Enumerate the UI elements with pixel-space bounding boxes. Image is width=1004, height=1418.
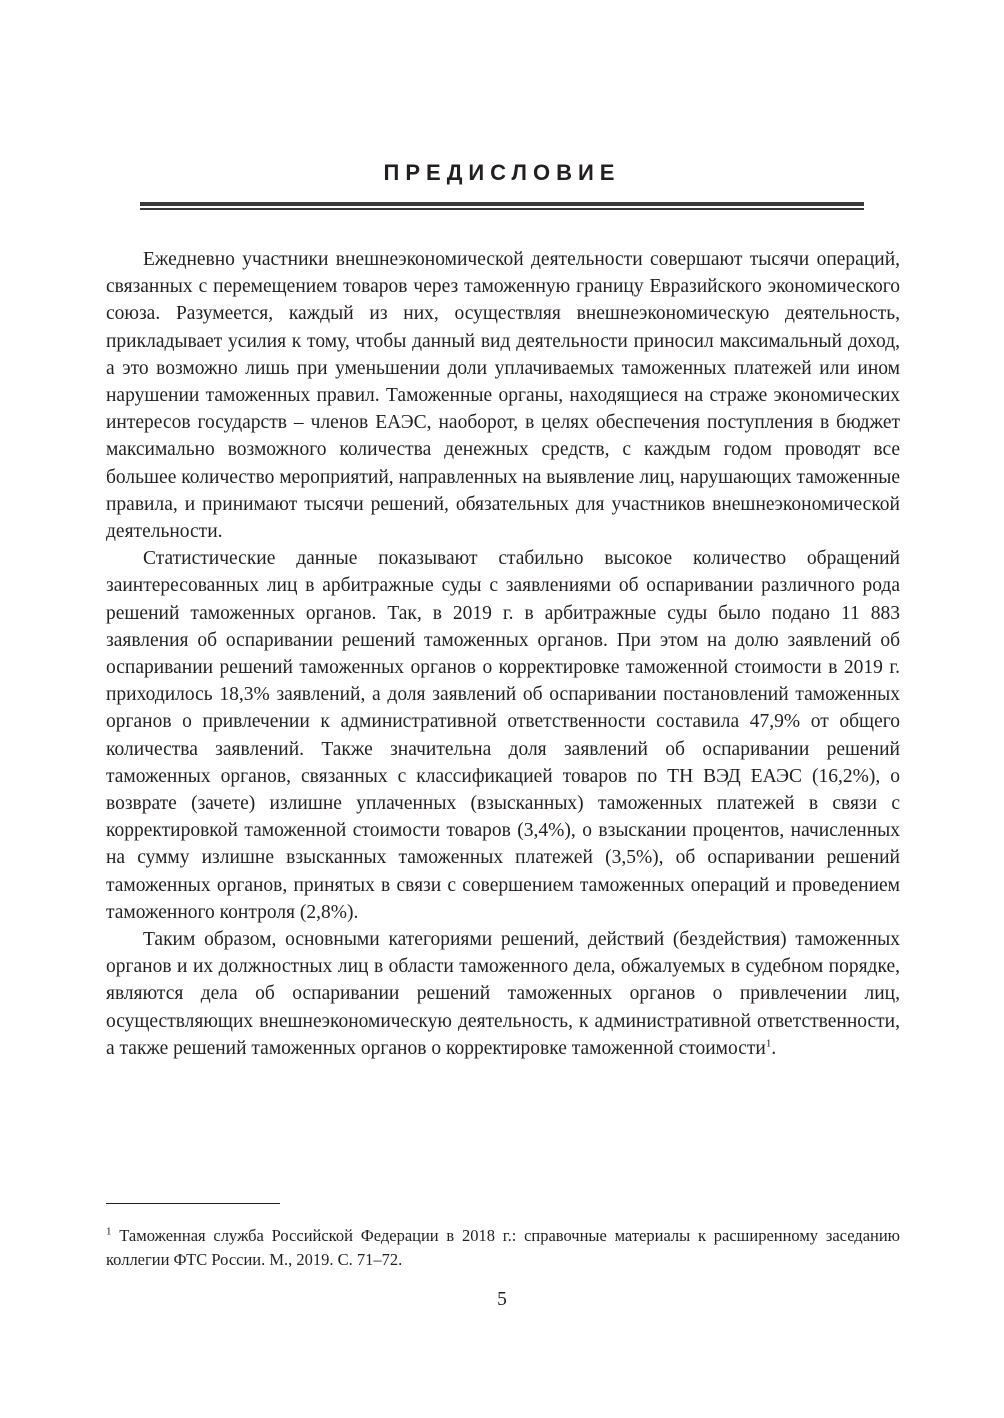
footnote — [106, 1224, 900, 1272]
paragraph-3-end: . — [771, 1037, 777, 1059]
footnote-separator — [106, 1203, 280, 1204]
footnote-text: Таможенная служба Российской Федерации в 2018 г.: справочные материалы к расширенному заседанию коллегии ФТС России. М., 2019. С. 71–72. — [106, 1226, 900, 1269]
paragraph-2: Статистические данные показывают стабильно высокое количество обращений заинтересованных лиц в арбитражные суды с заявлениями об оспаривании различного рода решений таможенных органов. Так, в 2019 г. в арбитражные суды было подано 11 883 заявления об оспаривании решений таможенных органов. При этом на долю заявлений об оспаривании решений таможенных органов о корректировке таможенной стоимости в 2019 г. приходилось 18,3% заявлений, а доля заявлений об оспаривании постановлений таможенных органов о привлечении к административной ответственности составила 47,9% от общего количества заявлений. Также значительна доля заявлений об оспаривании решений таможенных органов, связанных с классификацией товаров по ТН ВЭД ЕАЭС (16,2%), о возврате (зачете) излишне уплаченных (взысканных) таможенных платежей в связи с корректировкой таможенной стоимости товаров (3,4%), о взыскании процентов, начисленных на сумму излишне взысканных таможенных платежей (3,5%), об оспаривании решений таможенных органов, принятых в связи с совершением таможенных операций и проведением таможенного контроля (2,8%). — [106, 548, 900, 923]
footnote-reference: 1 — [765, 1037, 772, 1050]
page-number: 5 — [497, 1289, 507, 1310]
paragraph-3 — [106, 926, 900, 1062]
body-text — [106, 246, 900, 1062]
heading-rule-thick — [140, 202, 864, 206]
paragraph-1: Ежедневно участники внешнеэкономической деятельности совершают тысячи операций, связанных с перемещением товаров через таможенную границу Евразийского экономического союза. Разумеется, каждый из них, осуществляя внешнеэкономическую деятельность, прикладывает усилия к тому, чтобы данный вид деятельности приносил максимальный доход, а это возможно лишь при уменьшении доли уплачиваемых таможенных платежей или ином нарушении таможенных правил. Таможенные органы, находящиеся на страже экономических интересов государств – членов ЕАЭС, наоборот, в целях обеспечения поступления в бюджет максимально возможного количества денежных средств, с каждым годом проводят все большее количество мероприятий, направленных на выявление лиц, нарушающих таможенные правила, и принимают тысячи решений, обязательных для участников внешнеэкономической деятельности. — [106, 249, 900, 543]
paragraph-3-text: Таким образом, основными категориями решений, действий (бездействия) таможенных органов и их должностных лиц в области таможенного дела, обжалуемых в судебном порядке, являются дела об оспаривании решений таможенных органов о привлечении лиц, осуществляющих внешнеэкономическую деятельность, к административной ответственности, а также решений таможенных органов о корректировке таможенной стоимости — [106, 929, 900, 1059]
footnote-mark: 1 — [106, 1225, 112, 1238]
page-heading: ПРЕДИСЛОВИЕ — [383, 160, 621, 185]
heading-rule-thin — [140, 208, 864, 210]
